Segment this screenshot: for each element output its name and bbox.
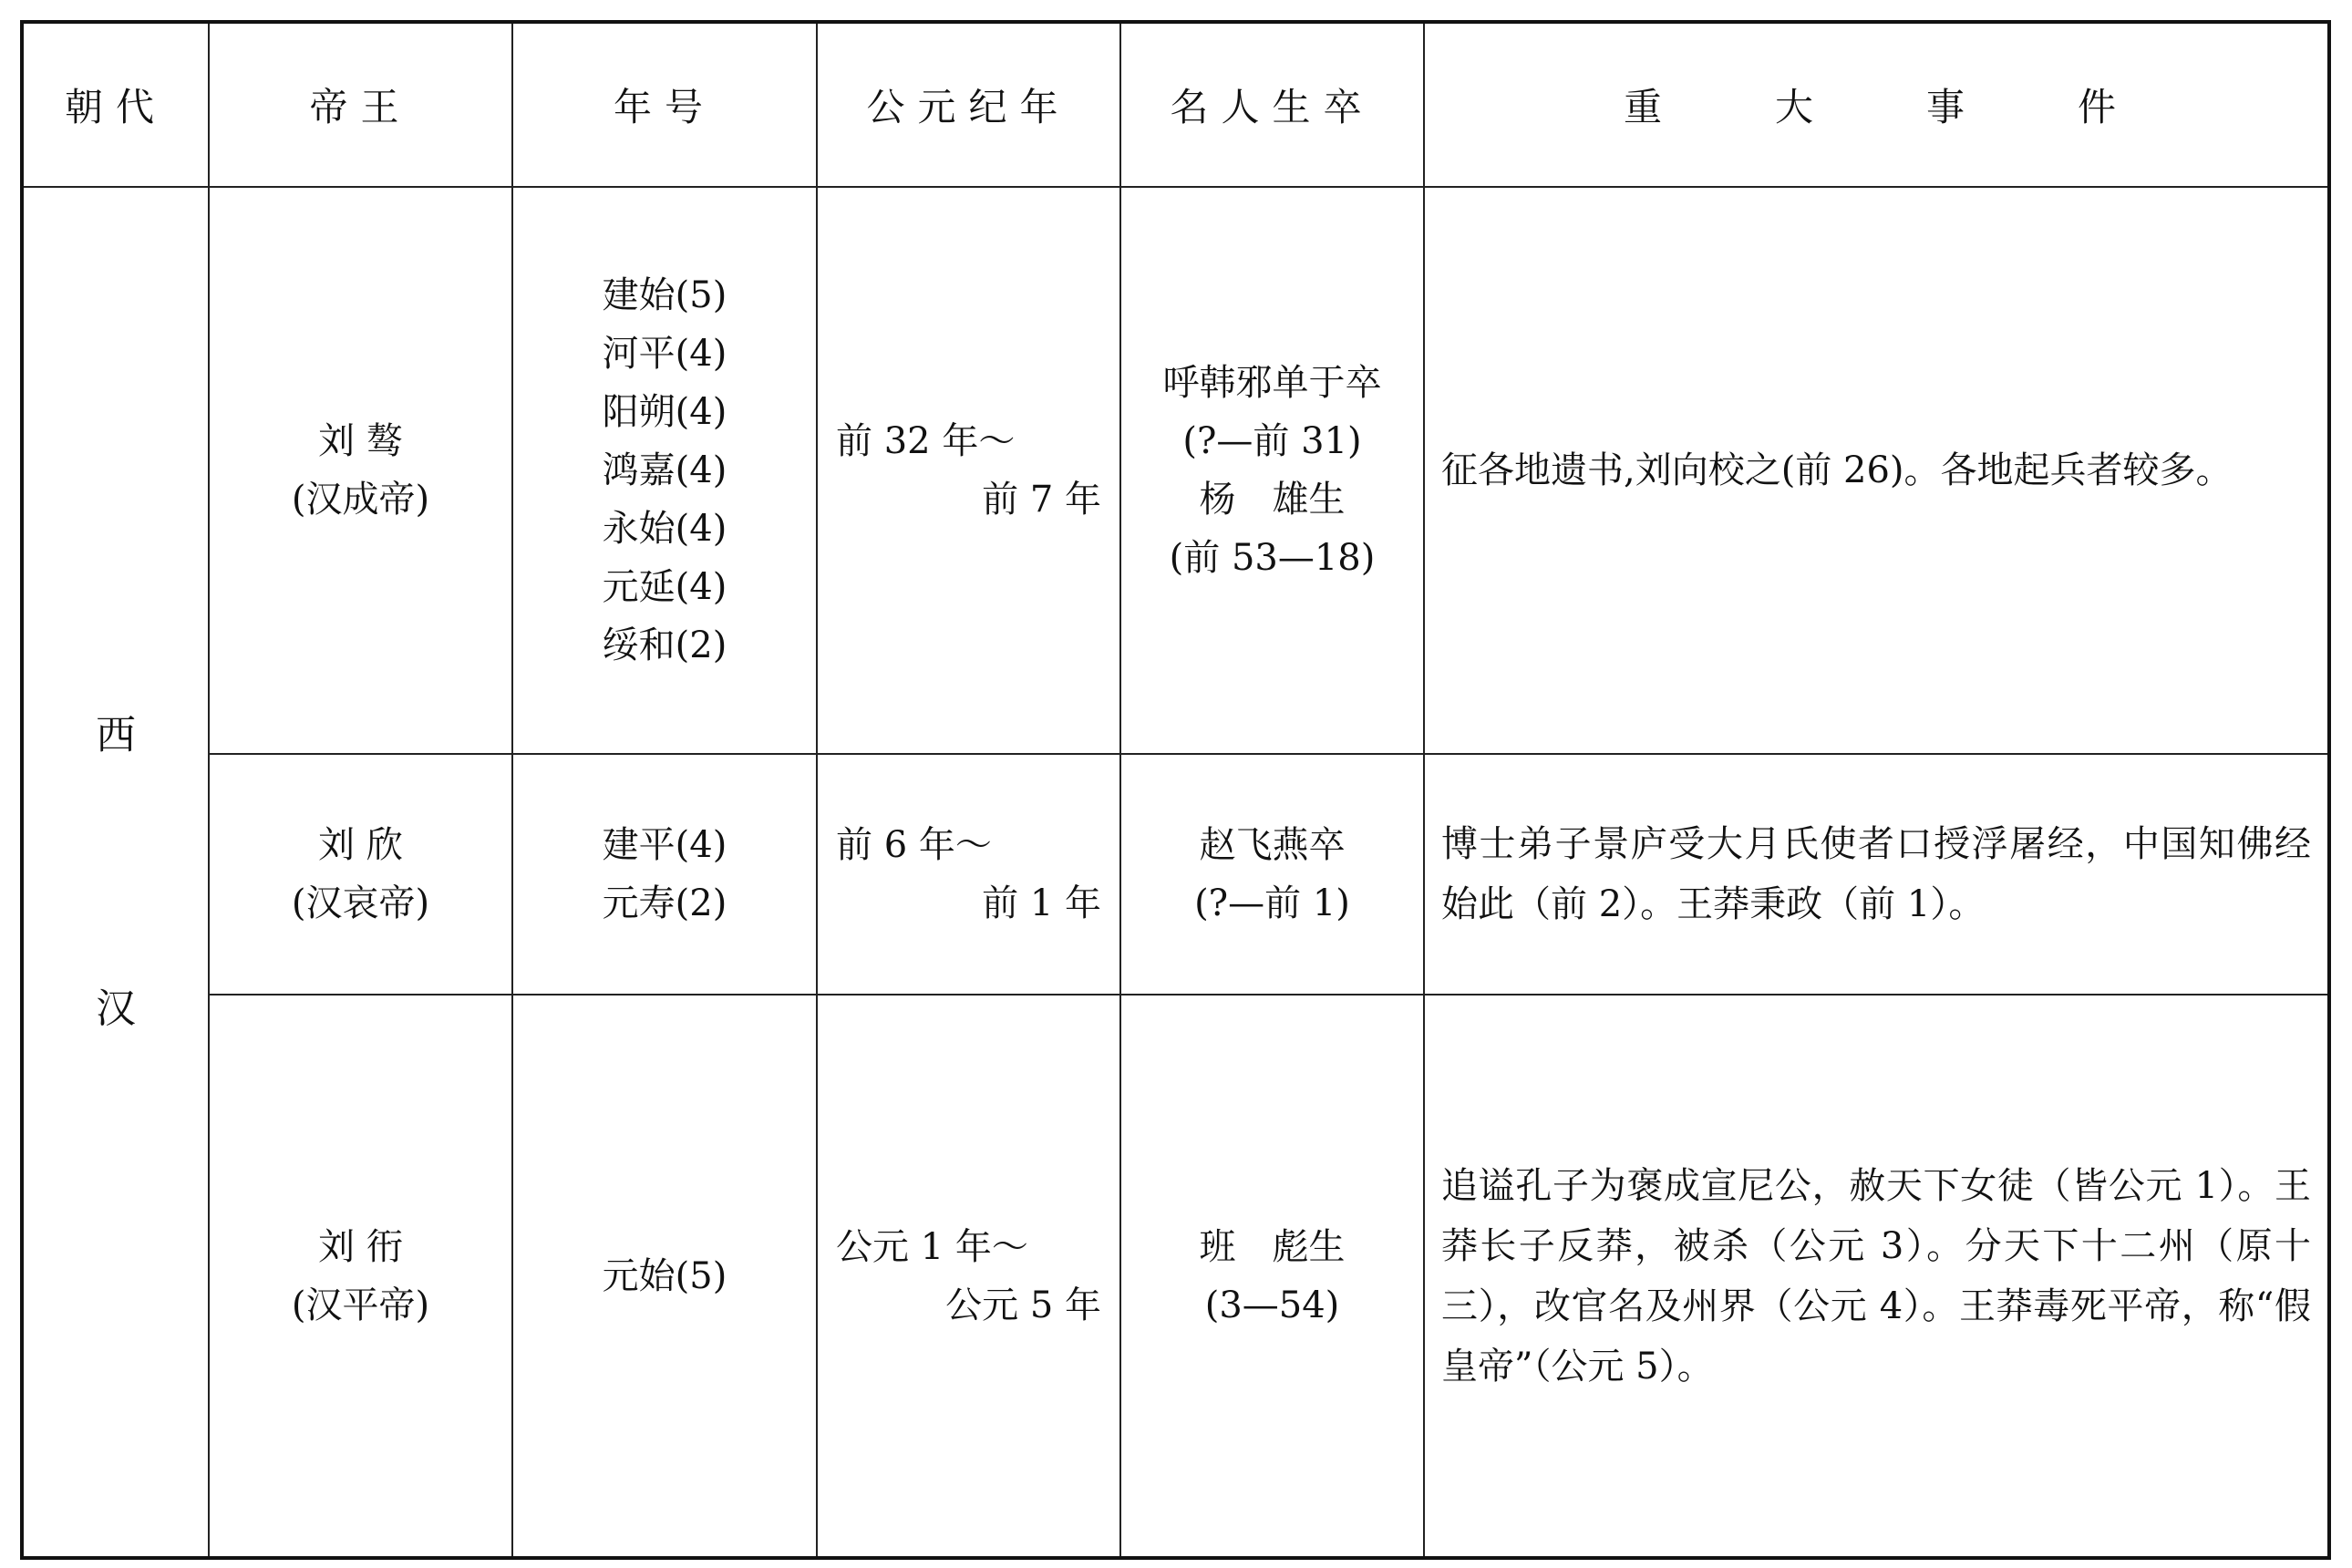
era-name: 鸿嘉(4): [602, 449, 727, 491]
dynasty-char-1: 西: [96, 711, 136, 758]
header-notables: 名人生卒: [1120, 22, 1424, 187]
era-name: 建平(4): [602, 824, 727, 866]
notables-cell: [1120, 754, 1424, 995]
events-cell: 博士弟子景庐受大月氏使者口授浮屠经，中国知佛经始此（前 2）。王莽秉政（前 1）。: [1424, 754, 2329, 995]
table-row: [22, 187, 2329, 754]
header-dynasty: 朝代: [22, 22, 209, 187]
header-events-char-4: 件: [2078, 85, 2130, 129]
era-name: 永始(4): [602, 508, 727, 550]
header-events-char-1: 重: [1623, 85, 1675, 129]
year-end: 前 7 年: [982, 479, 1101, 521]
header-emperor: 帝王: [209, 22, 512, 187]
notable-line: 班 彪生: [1199, 1225, 1346, 1268]
notable-line: 杨 雄生: [1199, 479, 1346, 521]
emperor-title: (汉哀帝): [291, 882, 430, 924]
emperor-cell: [209, 754, 512, 995]
emperor-title: (汉平帝): [291, 1284, 430, 1326]
era-name-cell: [512, 754, 817, 995]
dynasty-char-2: 汉: [96, 985, 136, 1032]
notable-line: (3—54): [1204, 1284, 1340, 1326]
ad-year-cell: [817, 995, 1120, 1558]
notable-line: (?—前 31): [1182, 420, 1362, 462]
notables-cell: [1120, 995, 1424, 1558]
ad-year-cell: [817, 754, 1120, 995]
notable-line: (前 53—18): [1169, 537, 1376, 579]
era-name: 绥和(2): [602, 624, 727, 666]
emperor-title: (汉成帝): [291, 479, 430, 521]
emperor-cell: [209, 187, 512, 754]
era-name: 河平(4): [602, 333, 727, 375]
header-ad-year: 公元纪年: [817, 22, 1120, 187]
notable-line: 赵飞燕卒: [1199, 824, 1346, 866]
header-events: [1424, 22, 2329, 187]
header-events-char-3: 事: [1926, 85, 1978, 129]
emperor-name: 刘 骜: [318, 420, 403, 462]
era-name: 阳朔(4): [602, 391, 727, 433]
notable-line: (?—前 1): [1194, 882, 1350, 924]
notable-line: 呼韩邪单于卒: [1162, 362, 1382, 404]
dynasty-cell: [22, 187, 209, 1558]
table-row: [22, 754, 2329, 995]
year-start: 公元 1 年～: [836, 1225, 1028, 1268]
era-name-cell: [512, 187, 817, 754]
header-era-name: 年号: [512, 22, 817, 187]
year-end: 公元 5 年: [945, 1284, 1101, 1326]
era-name: 元寿(2): [602, 882, 727, 924]
year-start: 前 6 年～: [836, 824, 992, 866]
era-name: 元延(4): [602, 566, 727, 608]
header-events-char-2: 大: [1774, 85, 1826, 129]
events-cell: 征各地遗书,刘向校之(前 26)。各地起兵者较多。: [1424, 187, 2329, 754]
year-start: 前 32 年～: [836, 420, 1016, 462]
table-row: [22, 995, 2329, 1558]
chronology-table: [20, 20, 2331, 1560]
era-name: 建始(5): [602, 274, 727, 316]
emperor-cell: [209, 995, 512, 1558]
year-end: 前 1 年: [982, 882, 1101, 924]
emperor-name: 刘 衎: [318, 1225, 403, 1268]
events-cell: 追谥孔子为褒成宣尼公，赦天下女徒（皆公元 1）。王莽长子反莽，被杀（公元 3）。分天下十二州（原十三），改官名及州界（公元 4）。王莽毒死平帝，称“假皇帝”（公元 5）。: [1424, 995, 2329, 1558]
header-row: [22, 22, 2329, 187]
emperor-name: 刘 欣: [318, 824, 403, 866]
era-name-cell: [512, 995, 817, 1558]
notables-cell: [1120, 187, 1424, 754]
era-name: 元始(5): [602, 1254, 727, 1297]
ad-year-cell: [817, 187, 1120, 754]
